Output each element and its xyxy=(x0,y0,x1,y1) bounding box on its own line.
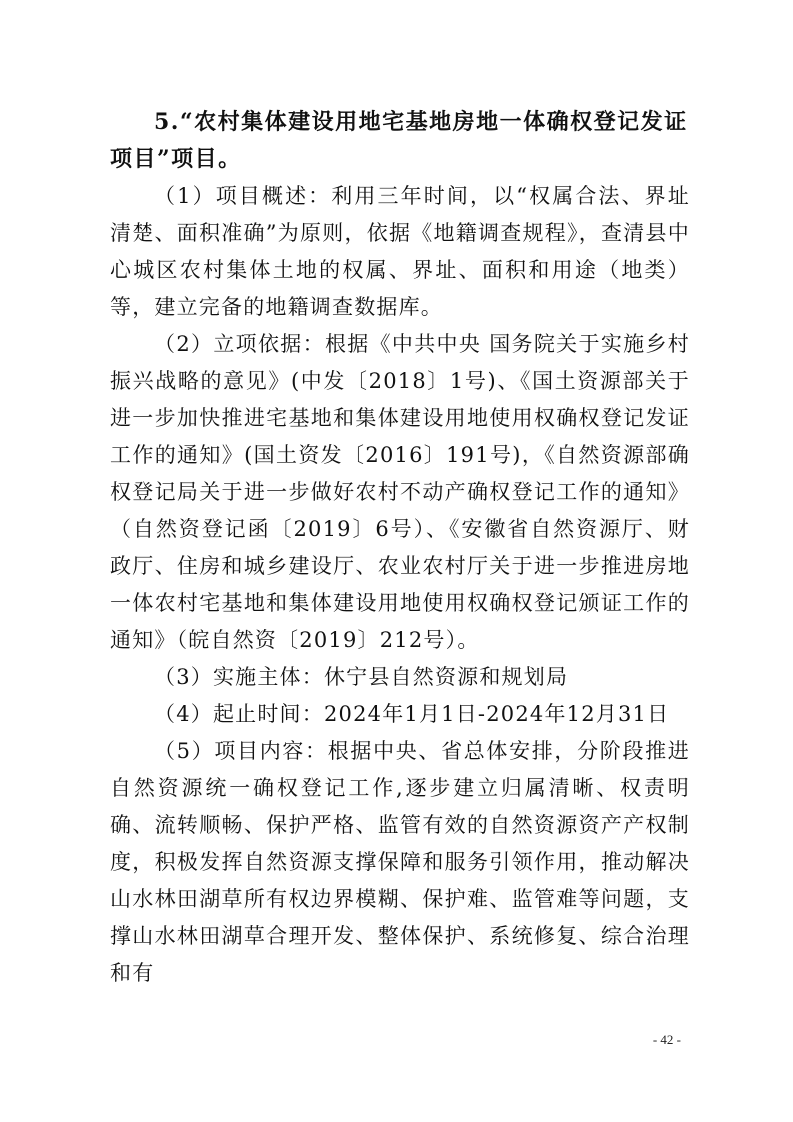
paragraph-overview: （1）项目概述：利用三年时间，以“权属合法、界址清楚、面积准确”为原则，依据《地籍调查规程》，查清县中心城区农村集体土地的权属、界址、面积和用途（地类）等，建立完备的地籍调查数据库。 xyxy=(110,184,690,319)
paragraph-content: （5）项目内容：根据中央、省总体安排，分阶段推进自然资源统一确权登记工作,逐步建立归属清晰、权责明确、流转顺畅、保护严格、监管有效的自然资源资产产权制度，积极发挥自然资源支撑保障和服务引领作用，推动解决山水林田湖草所有权边界模糊、保护难、监管难等问题，支撑山水林田湖草合理开发、整体保护、系统修复、综合治理和有 xyxy=(110,739,690,985)
page-number: - 42 - xyxy=(652,1032,681,1047)
paragraph-basis: （2）立项依据：根据《中共中央 国务院关于实施乡村振兴战略的意见》(中发〔2018〕1号)、《国土资源部关于进一步加快推进宅基地和集体建设用地使用权确权登记发证工作的通知》(国土资发〔2016〕191号)，《自然资源部确权登记局关于进一步做好农村不动产确权登记工作的通知》（自然资登记函〔2019〕6号）、《安徽省自然资源厅、财政厅、住房和城乡建设厅、农业农村厅关于进一步推进房地一体农村宅基地和集体建设用地使用权确权登记颁证工作的通知》（皖自然资〔2019〕212号）。 xyxy=(110,332,690,652)
section-heading: 5.“农村集体建设用地宅基地房地一体确权登记发证项目”项目。 xyxy=(110,109,688,172)
document-body xyxy=(110,104,690,992)
paragraph-period: （4）起止时间：2024年1月1日-2024年12月31日 xyxy=(154,702,670,726)
paragraph-implementer: （3）实施主体：休宁县自然资源和规划局 xyxy=(154,665,569,689)
